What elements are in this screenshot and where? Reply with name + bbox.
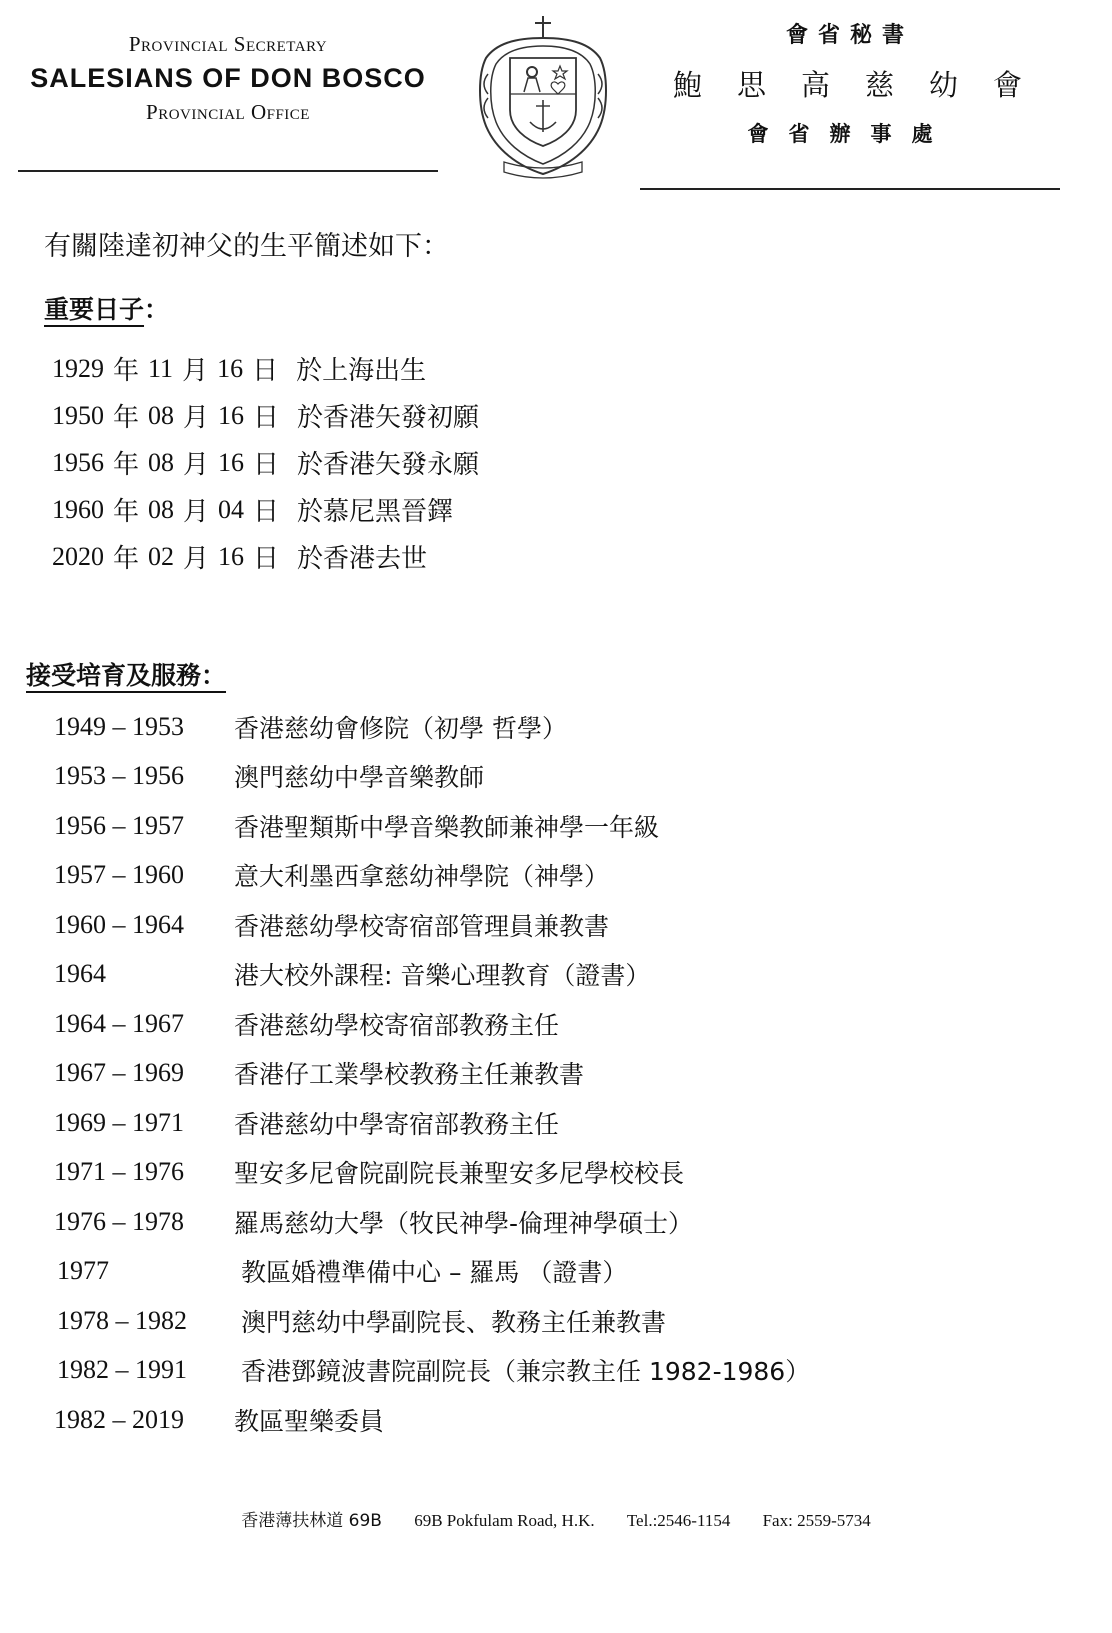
date-year: 1956 bbox=[52, 447, 104, 477]
service-years: 1982 – 2019 bbox=[54, 1404, 184, 1434]
date-month: 08 bbox=[148, 400, 175, 430]
provincial-office-label: Provincial Office bbox=[146, 100, 310, 124]
service-row bbox=[54, 1148, 810, 1198]
year-char: 年 bbox=[113, 356, 140, 386]
service-row bbox=[54, 1049, 810, 1099]
month-char: 月 bbox=[183, 544, 210, 574]
month-char: 月 bbox=[183, 450, 210, 480]
date-day: 16 bbox=[218, 541, 245, 571]
letterhead-rule-right bbox=[640, 188, 1060, 190]
service-row bbox=[54, 1197, 810, 1247]
service-row bbox=[54, 1296, 810, 1346]
service-description: 聖安多尼會院副院長兼聖安多尼學校校長 bbox=[234, 1159, 685, 1189]
date-year: 1950 bbox=[52, 400, 104, 430]
date-row bbox=[52, 392, 479, 439]
service-row bbox=[54, 950, 810, 1000]
date-day: 16 bbox=[218, 447, 245, 477]
date-month: 08 bbox=[148, 494, 175, 524]
important-dates-heading-text: 重要日子 bbox=[44, 295, 145, 324]
service-description: 教區婚禮準備中心 – 羅馬 （證書） bbox=[241, 1258, 628, 1288]
service-description: 香港慈幼學校寄宿部教務主任 bbox=[234, 1010, 560, 1040]
service-years: 1978 – 1982 bbox=[57, 1305, 187, 1335]
date-row bbox=[52, 533, 479, 580]
organization-name-zh: 鮑思高慈幼會 bbox=[672, 68, 1057, 102]
service-description: 羅馬慈幼大學（牧民神學-倫理神學碩士） bbox=[234, 1208, 694, 1238]
formation-heading-text: 接受培育及服務： bbox=[26, 661, 227, 690]
date-day: 04 bbox=[218, 494, 245, 524]
date-year: 1929 bbox=[52, 353, 104, 383]
footer-telephone: Tel.:2546-1154 bbox=[626, 1511, 731, 1530]
date-event: 於香港矢發永願 bbox=[297, 450, 480, 480]
date-row bbox=[52, 439, 479, 486]
service-description: 意大利墨西拿慈幼神學院（神學） bbox=[234, 862, 610, 892]
date-event: 於香港去世 bbox=[297, 544, 428, 574]
service-years: 1960 – 1964 bbox=[54, 909, 184, 939]
service-row bbox=[54, 1346, 810, 1396]
date-event: 於上海出生 bbox=[296, 356, 427, 386]
service-years: 1964 – 1967 bbox=[54, 1008, 184, 1038]
footer-fax: Fax: 2559-5734 bbox=[762, 1511, 871, 1530]
salesian-crest-icon bbox=[474, 14, 612, 184]
service-years: 1982 – 1991 bbox=[57, 1355, 187, 1385]
intro-text: 有關陸達初神父的生平簡述如下： bbox=[44, 231, 449, 262]
important-dates-list bbox=[52, 345, 479, 580]
service-years: 1971 – 1976 bbox=[54, 1157, 184, 1187]
service-description: 香港慈幼學校寄宿部管理員兼教書 bbox=[234, 911, 610, 941]
service-row bbox=[54, 801, 810, 851]
date-row bbox=[52, 345, 479, 392]
date-event: 於香港矢發初願 bbox=[297, 403, 480, 433]
date-year: 1960 bbox=[52, 494, 104, 524]
important-dates-heading-colon: ： bbox=[144, 295, 170, 324]
provincial-secretary-title-zh: 會省秘書 bbox=[785, 23, 914, 48]
month-char: 月 bbox=[183, 497, 210, 527]
date-day: 16 bbox=[217, 353, 244, 383]
service-years: 1957 – 1960 bbox=[54, 860, 184, 890]
day-char: 日 bbox=[252, 356, 279, 386]
date-event: 於慕尼黑晉鐸 bbox=[297, 497, 454, 527]
service-years: 1956 – 1957 bbox=[54, 810, 184, 840]
service-row bbox=[54, 1395, 810, 1445]
service-row bbox=[54, 1247, 810, 1297]
date-month: 11 bbox=[148, 353, 174, 383]
formation-service-list bbox=[54, 702, 810, 1445]
service-years: 1969 – 1971 bbox=[54, 1107, 184, 1137]
date-month: 02 bbox=[148, 541, 175, 571]
letterhead-right bbox=[640, 18, 1060, 148]
service-years: 1949 – 1953 bbox=[54, 711, 184, 741]
service-description: 澳門慈幼中學副院長、教務主任兼教書 bbox=[241, 1307, 667, 1337]
day-char: 日 bbox=[253, 403, 280, 433]
year-char: 年 bbox=[113, 497, 140, 527]
letterhead-rule-left bbox=[18, 170, 438, 172]
service-years: 1976 – 1978 bbox=[54, 1206, 184, 1236]
service-row bbox=[54, 999, 810, 1049]
date-row bbox=[52, 486, 479, 533]
provincial-secretary-title: Provincial Secretary bbox=[128, 32, 328, 56]
day-char: 日 bbox=[253, 544, 280, 574]
service-row bbox=[54, 900, 810, 950]
service-description: 香港慈幼中學寄宿部教務主任 bbox=[234, 1109, 560, 1139]
footer-address-en: 69B Pokfulam Road, H.K. bbox=[414, 1511, 595, 1530]
date-month: 08 bbox=[148, 447, 175, 477]
day-char: 日 bbox=[253, 497, 280, 527]
service-years: 1964 bbox=[54, 959, 106, 989]
important-dates-heading bbox=[44, 290, 169, 326]
footer bbox=[0, 1506, 1112, 1531]
provincial-office-label-zh: 會省辦事處 bbox=[747, 122, 953, 146]
month-char: 月 bbox=[182, 356, 209, 386]
service-description: 香港聖類斯中學音樂教師兼神學一年級 bbox=[234, 812, 660, 842]
year-char: 年 bbox=[113, 450, 140, 480]
service-row bbox=[54, 702, 810, 752]
organization-name-en: SALESIANS OF DON BOSCO bbox=[30, 63, 426, 93]
date-year: 2020 bbox=[52, 541, 104, 571]
service-description: 澳門慈幼中學音樂教師 bbox=[234, 763, 485, 793]
service-row bbox=[54, 851, 810, 901]
month-char: 月 bbox=[183, 403, 210, 433]
date-day: 16 bbox=[218, 400, 245, 430]
year-char: 年 bbox=[113, 403, 140, 433]
service-years: 1953 – 1956 bbox=[54, 761, 184, 791]
service-description: 香港鄧鏡波書院副院長（兼宗教主任 1982-1986） bbox=[241, 1357, 811, 1387]
service-description: 香港慈幼會修院（初學 哲學） bbox=[234, 713, 567, 743]
letterhead-left bbox=[18, 32, 438, 125]
service-years: 1967 – 1969 bbox=[54, 1058, 184, 1088]
service-description: 教區聖樂委員 bbox=[234, 1406, 385, 1436]
service-row bbox=[54, 1098, 810, 1148]
service-description: 港大校外課程: 音樂心理教育（證書） bbox=[234, 961, 651, 991]
service-years: 1977 bbox=[57, 1256, 109, 1286]
day-char: 日 bbox=[253, 450, 280, 480]
service-row bbox=[54, 752, 810, 802]
footer-address-zh: 香港薄扶林道 69B bbox=[241, 1511, 382, 1531]
year-char: 年 bbox=[113, 544, 140, 574]
service-description: 香港仔工業學校教務主任兼教書 bbox=[234, 1060, 585, 1090]
formation-heading bbox=[26, 656, 226, 692]
